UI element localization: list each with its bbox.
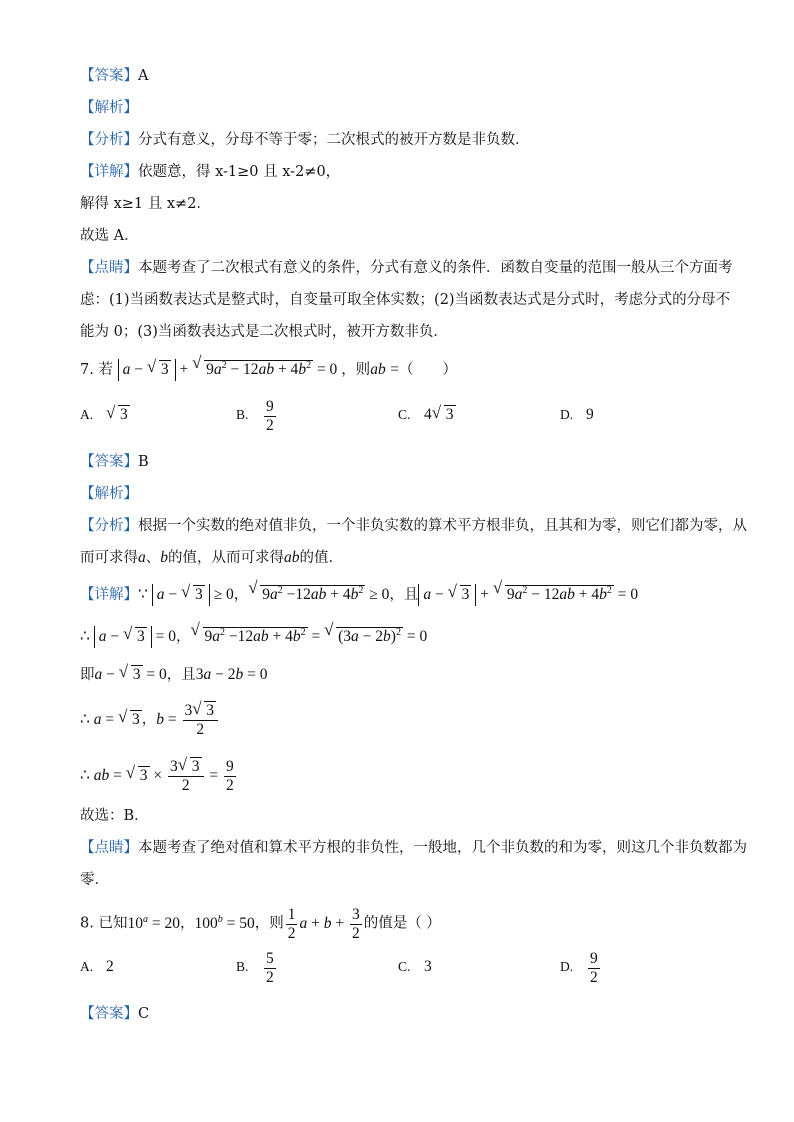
answer-tag: 【答案】	[80, 1006, 138, 1022]
comment-tag: 【点睛】	[80, 260, 138, 276]
q8-option-c[interactable]	[398, 958, 432, 976]
q7-detail-math-8: ∴ a = √ 3	[80, 711, 142, 728]
analysis-tag: 【解析】	[80, 100, 138, 116]
fenxi-tag: 【分析】	[80, 518, 138, 534]
q8-condition-2: $100^b = 50$	[194, 913, 255, 932]
q6-fenxi-text: 分式有意义，分母不等于零；二次根式的被开方数是非负数．	[138, 132, 530, 148]
q7-equation: a − √ 3 + √ $9a^2 - 12ab + 4b^2 = 0$	[118, 361, 342, 378]
q7-fenxi-text-2b: 的值，从而可求得	[168, 550, 284, 566]
q7-choose-line: 故选：B．	[80, 808, 149, 824]
q7-answer-value: B	[138, 454, 149, 470]
q7-option-d[interactable]	[560, 406, 594, 424]
q7-detail-and: ，且	[389, 587, 419, 604]
q7-option-c[interactable]	[398, 406, 456, 424]
q7-detail-line-1: 【详解】∵ a − √ 3 ≥ 0，√ $9a^2 -12ab + 4b^2 \ge 0$，且 a − √ 3 + √ $9a^2 - 12ab + 4b^2 = 0$	[80, 581, 638, 606]
comment-tag: 【点睛】	[80, 840, 138, 856]
q7-comment-text-1: 本题考查了绝对值和算术平方根的非负性，一般地，几个非负数的和为零，则这几个非负数都为	[138, 840, 747, 856]
q7-jiqie-and: ，且	[166, 667, 196, 683]
q7-option-d-label: D.	[560, 407, 574, 422]
detail-tag: 【详解】	[80, 164, 138, 180]
q7-stem-prefix: 7. 若	[80, 362, 113, 379]
q8-option-b[interactable]	[236, 950, 278, 986]
q7-option-b-value: $\frac{9}{2}$	[266, 398, 274, 434]
q7-option-a-label: A.	[80, 407, 94, 422]
q8-option-c-label: C.	[398, 959, 411, 974]
q7-option-b-label: B.	[236, 407, 249, 423]
q7-fenxi-line-2: 而可求得a、b的值，从而可求得ab的值．	[80, 549, 343, 566]
q7-detail-math-10: ∴ ab = √ 3 × $\frac{3√ 3}{2}$ = $\frac{9}{2}$	[80, 767, 238, 784]
q6-detail-text: 依题意，得 x-1≥0 且 x-2≠0，	[138, 164, 341, 180]
q6-analysis-line	[80, 98, 138, 118]
detail-tag: 【详解】	[80, 587, 138, 604]
q7-detail-line-4: ∴ a = √ 3 ，b = $\frac{3√ 3}{2}$	[80, 702, 220, 738]
q7-stem: 7. 若 a − √ 3 + √ $9a^2 - 12ab + 4b^2 = 0$ ，则ab =（ ）	[80, 356, 457, 381]
therefore-sign: ∴	[80, 710, 90, 728]
q7-detail-math-3: a − √ 3 + √ $9a^2 - 12ab + 4b^2 = 0$	[418, 586, 638, 603]
q7-jiqie: 即	[80, 667, 95, 683]
q7-stem-suffix: ，则	[341, 362, 371, 379]
q7-detail-math-5: √ $9a^2 -12ab + 4b^2$ = √ $(3a - 2b)^2 = 0$	[191, 628, 428, 645]
q7-detail-math-6: a − √ 3 = 0	[95, 666, 167, 683]
q7-detail-math-4: ∴ a − √ 3 = 0	[80, 628, 176, 645]
q7-option-b[interactable]	[236, 398, 278, 434]
q8-option-b-value: $\frac{5}{2}$	[266, 950, 274, 986]
q7-comment-line-1	[80, 838, 747, 858]
q8-option-b-label: B.	[236, 959, 249, 975]
q8-answer-value: C	[138, 1006, 150, 1022]
q7-detail-line-5	[80, 758, 238, 794]
q8-stem-prefix: 8. 已知	[80, 915, 128, 932]
analysis-tag: 【解析】	[80, 486, 138, 502]
q7-fenxi-text-2a: 而可求得	[80, 550, 138, 566]
q7-fenxi-text-2c: 的值．	[299, 550, 343, 566]
q6-comment-line-3: 能为 0；(3)当函数表达式是二次根式时，被开方数非负．	[80, 324, 448, 340]
q8-expression: $\frac{1}{2}$ a + b + $\frac{3}{2}$	[287, 906, 360, 942]
q8-answer-line	[80, 1004, 149, 1024]
q7-option-c-label: C.	[398, 407, 411, 422]
fenxi-tag: 【分析】	[80, 132, 138, 148]
q8-condition-1: $10^a = 20$	[127, 913, 180, 932]
q8-option-d[interactable]	[560, 950, 602, 986]
q8-stem-mid: ，则	[254, 915, 284, 932]
q7-detail-math-7: 3a − 2b = 0	[195, 666, 268, 683]
q7-detail-line-3	[80, 665, 268, 685]
q7-fenxi-text-1: 根据一个实数的绝对值非负，一个非负实数的算术平方根非负，且其和为零，则它们都为零，从	[138, 518, 747, 534]
q7-detail-math-9: b = $\frac{3√ 3}{2}$	[156, 711, 220, 728]
q8-option-c-value: 3	[424, 958, 432, 975]
q6-comment-line-2: 虑：(1)当函数表达式是整式时，自变量可取全体实数；(2)当函数表达式是分式时，考虑分式的分母不	[80, 292, 731, 308]
therefore-sign: ∴	[80, 766, 90, 784]
q8-option-d-value: $\frac{9}{2}$	[590, 950, 598, 986]
q8-stem: 8. 已知$10^a = 20$，$100^b = 50$，则 $\frac{1}{2}$ a + b + $\frac{3}{2}$ 的值是（ ）	[80, 906, 441, 942]
q7-detail-line-2: ∴ a − √ 3 = 0，√ $9a^2 -12ab + 4b^2$ = √ $(3a - 2b)^2 = 0$	[80, 623, 427, 648]
q8-option-d-label: D.	[560, 959, 574, 975]
q7-ab: ab	[370, 361, 386, 379]
q7-comment-line-2: 零．	[80, 872, 109, 888]
therefore-sign: ∴	[80, 628, 90, 646]
q6-detail-line	[80, 162, 340, 182]
q7-analysis-line	[80, 484, 138, 504]
q7-option-a-value: √ 3	[106, 406, 130, 423]
answer-tag: 【答案】	[80, 68, 138, 84]
q6-comment-text-1: 本题考查了二次根式有意义的条件，分式有意义的条件．函数自变量的范围一般从三个方面考	[138, 260, 733, 276]
q7-answer-line	[80, 452, 149, 472]
q8-stem-tail: 的值是（ ）	[363, 915, 441, 932]
q7-option-a[interactable]	[80, 406, 130, 424]
q8-option-a-label: A.	[80, 959, 94, 974]
q7-fenxi-line-1	[80, 516, 747, 536]
q6-answer-line	[80, 66, 148, 86]
q6-choose-line: 故选 A．	[80, 228, 139, 244]
q7-option-d-value: 9	[586, 406, 594, 423]
q8-option-a[interactable]	[80, 958, 114, 976]
q7-stem-tail: （ ）	[399, 362, 458, 379]
q7-detail-math-2: √ $9a^2 -12ab + 4b^2 \ge 0$	[248, 586, 389, 603]
q6-comment-line-1	[80, 258, 733, 278]
q8-option-a-value: 2	[106, 958, 114, 975]
answer-tag: 【答案】	[80, 454, 138, 470]
q6-solve-line: 解得 x≥1 且 x≠2．	[80, 196, 211, 212]
q6-fenxi-line	[80, 130, 530, 150]
q7-detail-math-1: ∵ a − √ 3 ≥ 0	[138, 586, 234, 603]
q6-answer-value: A	[138, 68, 149, 84]
q7-option-c-value: 4√ 3	[424, 406, 456, 423]
